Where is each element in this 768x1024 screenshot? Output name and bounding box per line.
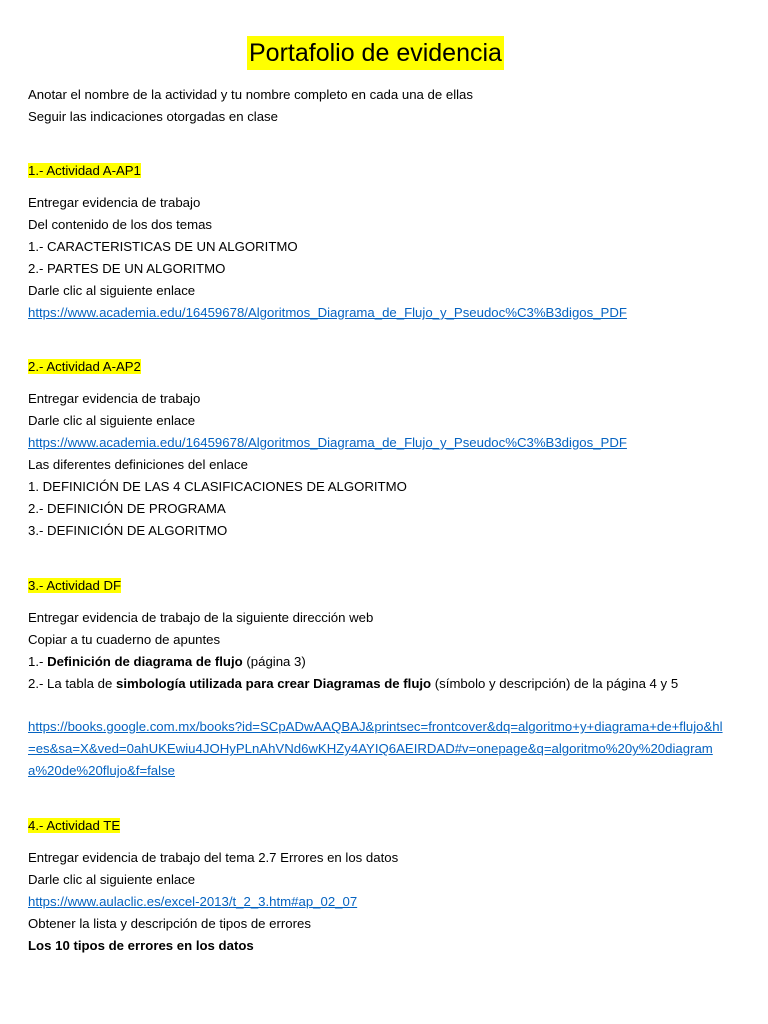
activity-1-link-line (28, 303, 627, 323)
activity-4-heading: 4.- Actividad TE (28, 818, 121, 833)
activity-4-link[interactable]: https://www.aulaclic.es/excel-2013/t_2_3.htm#ap_02_07 (28, 894, 358, 909)
activity-1-line: Del contenido de los dos temas (28, 217, 213, 232)
activity-3-link[interactable]: https://books.google.com.mx/books?id=SCpADwAAQBAJ&printsec=frontcover&dq=algoritmo+y+diagrama+de+flujo&hl=es&sa=X&ved=0ahUKEwiu4JOHyPLnAhVNd6wKHZy4AYIQ6AEIRDAD#v=onepage&q=algoritmo%20y%20diagrama%20de%20flujo&f=false (28, 719, 723, 778)
activity-2-heading: 2.- Actividad A-AP2 (28, 359, 141, 374)
activity-1-line: 1.- CARACTERISTICAS DE UN ALGORITMO (28, 239, 298, 254)
activity-2-line: 3.- DEFINICIÓN DE ALGORITMO (28, 523, 228, 538)
activity-2-line: Las diferentes definiciones del enlace (28, 457, 248, 472)
activity-1-link[interactable]: https://www.academia.edu/16459678/Algoritmos_Diagrama_de_Flujo_y_Pseudoc%C3%B3digos_PDF (28, 305, 627, 320)
activity-2-line: 1. DEFINICIÓN DE LAS 4 CLASIFICACIONES DE ALGORITMO (28, 479, 407, 494)
activity-3-item-1: 1.- Definición de diagrama de flujo (página 3) (28, 654, 306, 669)
activity-1-heading: 1.- Actividad A-AP1 (28, 163, 141, 178)
activity-2-link-line (28, 433, 627, 453)
activity-2-line: 2.- DEFINICIÓN DE PROGRAMA (28, 501, 226, 516)
intro-line: Seguir las indicaciones otorgadas en clase (28, 109, 278, 124)
activity-3-link-line (28, 716, 728, 782)
activity-4-line: Darle clic al siguiente enlace (28, 872, 196, 887)
activity-4-line: Entregar evidencia de trabajo del tema 2.7 Errores en los datos (28, 850, 399, 865)
intro-line: Anotar el nombre de la actividad y tu nombre completo en cada una de ellas (28, 87, 473, 102)
activity-3-item-2: 2.- La tabla de simbología utilizada para crear Diagramas de flujo (símbolo y descripción) de la página 4 y 5 (28, 676, 679, 691)
activity-4-link-line (28, 892, 357, 912)
activity-4-line: Obtener la lista y descripción de tipos de errores (28, 916, 311, 931)
activity-2-line: Entregar evidencia de trabajo (28, 391, 201, 406)
activity-1-line: Entregar evidencia de trabajo (28, 195, 201, 210)
page-title: Portafolio de evidencia (247, 36, 504, 70)
activity-1-line: Darle clic al siguiente enlace (28, 283, 196, 298)
activity-3-line: Entregar evidencia de trabajo de la siguiente dirección web (28, 610, 374, 625)
activity-2-link[interactable]: https://www.academia.edu/16459678/Algoritmos_Diagrama_de_Flujo_y_Pseudoc%C3%B3digos_PDF (28, 435, 627, 450)
activity-3-heading: 3.- Actividad DF (28, 578, 122, 593)
activity-4-bold-line: Los 10 tipos de errores en los datos (28, 938, 254, 953)
activity-3-line: Copiar a tu cuaderno de apuntes (28, 632, 221, 647)
activity-1-line: 2.- PARTES DE UN ALGORITMO (28, 261, 226, 276)
activity-2-line: Darle clic al siguiente enlace (28, 413, 196, 428)
